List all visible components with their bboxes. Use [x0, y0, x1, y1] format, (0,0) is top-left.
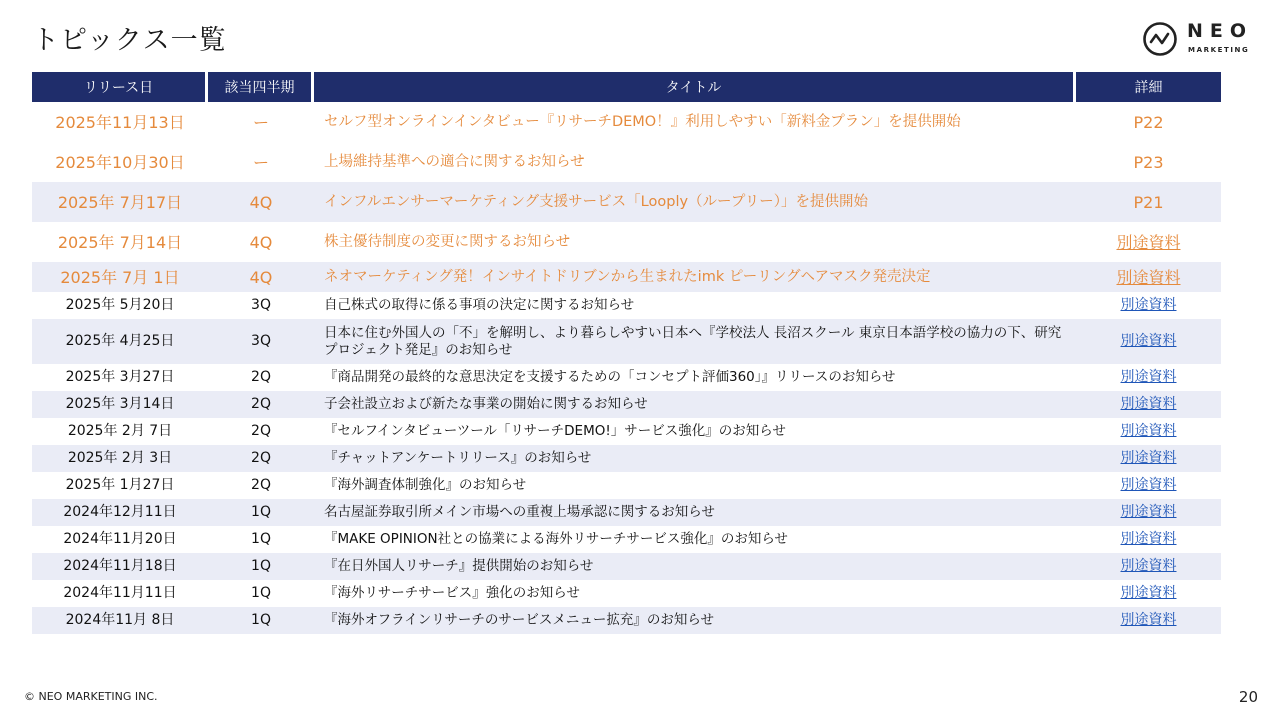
- table-row: [32, 580, 1221, 607]
- logo-mark-icon: [1142, 21, 1178, 57]
- release-date-cell: 2025年 7月 1日: [32, 262, 208, 292]
- release-date-cell: 2025年 7月17日: [32, 182, 208, 222]
- company-logo: [1142, 20, 1254, 60]
- detail-link[interactable]: 別途資料: [1120, 531, 1177, 547]
- release-date-cell: 2025年11月13日: [55, 112, 185, 132]
- detail-cell: [1076, 262, 1221, 292]
- table-header-row: [32, 72, 1221, 102]
- title-cell: 『在日外国人リサーチ』提供開始のお知らせ: [314, 553, 1076, 580]
- quarter-cell: 1Q: [208, 499, 314, 526]
- quarter-cell: 1Q: [251, 531, 271, 547]
- release-date-cell: 2024年11月11日: [63, 585, 177, 601]
- detail-link[interactable]: 別途資料: [1116, 232, 1181, 252]
- header-title: タイトル: [314, 72, 1076, 102]
- detail-cell: [1076, 607, 1221, 634]
- quarter-cell: 2Q: [251, 369, 271, 385]
- table-row: [32, 292, 1221, 319]
- quarter-cell: 3Q: [208, 319, 314, 364]
- release-date-cell: 2025年 5月20日: [65, 297, 175, 313]
- quarter-cell: 1Q: [208, 553, 314, 580]
- table-row: [32, 553, 1221, 580]
- title-cell: 『海外リサーチサービス』強化のお知らせ: [324, 585, 580, 601]
- table-row: [32, 445, 1221, 472]
- title-cell: 子会社設立および新たな事業の開始に関するお知らせ: [314, 391, 1076, 418]
- release-date-cell: 2024年11月20日: [63, 531, 177, 547]
- detail-cell: [1076, 364, 1221, 391]
- release-date-cell: 2025年 1月27日: [65, 477, 175, 493]
- detail-link[interactable]: 別途資料: [1120, 504, 1177, 520]
- quarter-cell: 2Q: [251, 423, 271, 439]
- release-date-cell: 2024年11月 8日: [32, 607, 208, 634]
- header-release-date: リリース日: [32, 72, 208, 102]
- release-date-cell: 2025年 3月14日: [32, 391, 208, 418]
- title-cell: インフルエンサーマーケティング支援サービス「Looply（ループリー）」を提供開始: [314, 182, 1076, 222]
- header-quarter: 該当四半期: [208, 72, 314, 102]
- quarter-cell: ー: [252, 112, 269, 132]
- detail-link[interactable]: 別途資料: [1120, 558, 1177, 574]
- title-cell: 株主優待制度の変更に関するお知らせ: [324, 233, 571, 250]
- detail-cell: [1076, 292, 1221, 319]
- table-row: [32, 142, 1221, 182]
- table-row: [32, 607, 1221, 634]
- quarter-cell: 4Q: [249, 232, 273, 252]
- detail-link[interactable]: 別途資料: [1120, 612, 1177, 628]
- table-row: [32, 182, 1221, 222]
- page-number: 20: [1238, 688, 1258, 706]
- title-cell: 『MAKE OPINION社との協業による海外リサーチサービス強化』のお知らせ: [324, 531, 788, 547]
- detail-cell: [1076, 526, 1221, 553]
- title-cell: 『海外調査体制強化』のお知らせ: [324, 477, 527, 493]
- release-date-cell: 2024年12月11日: [32, 499, 208, 526]
- title-cell: 『海外オフラインリサーチのサービスメニュー拡充』のお知らせ: [314, 607, 1076, 634]
- quarter-cell: ー: [252, 152, 269, 172]
- page-title: トピックス一覧: [32, 25, 227, 56]
- release-date-cell: 2025年 4月25日: [32, 319, 208, 364]
- table-row: [32, 499, 1221, 526]
- release-date-cell: 2025年10月30日: [55, 152, 185, 172]
- table-row: [32, 472, 1221, 499]
- detail-cell: P23: [1133, 152, 1164, 172]
- detail-cell: P21: [1076, 182, 1221, 222]
- detail-cell: [1076, 472, 1221, 499]
- detail-link[interactable]: 別途資料: [1120, 333, 1177, 349]
- quarter-cell: 4Q: [208, 262, 314, 292]
- release-date-cell: 2025年 3月27日: [65, 369, 175, 385]
- table-row: [32, 418, 1221, 445]
- copyright: © NEO MARKETING INC.: [24, 690, 158, 703]
- title-cell: 『チャットアンケートリリース』のお知らせ: [314, 445, 1076, 472]
- quarter-cell: 4Q: [208, 182, 314, 222]
- title-cell: 『商品開発の最終的な意思決定を支援するための「コンセプト評価360」』リリースのお知らせ: [324, 369, 896, 385]
- release-date-cell: 2025年 2月 7日: [67, 423, 173, 439]
- detail-link[interactable]: 別途資料: [1120, 450, 1177, 466]
- release-date-cell: 2025年 7月14日: [57, 232, 183, 252]
- release-date-cell: 2025年 2月 3日: [32, 445, 208, 472]
- detail-cell: [1076, 391, 1221, 418]
- detail-cell: P22: [1133, 112, 1164, 132]
- title-cell: 自己株式の取得に係る事項の決定に関するお知らせ: [324, 297, 635, 313]
- title-cell: ネオマーケティング発！インサイトドリブンから生まれたimk ピーリングヘアマスク発売決定: [314, 262, 1076, 292]
- table-row: [32, 222, 1221, 262]
- detail-cell: [1076, 580, 1221, 607]
- detail-link[interactable]: 別途資料: [1120, 396, 1177, 412]
- quarter-cell: 1Q: [208, 607, 314, 634]
- title-cell: 『セルフインタビューツール「リサーチDEMO!」サービス強化』のお知らせ: [324, 423, 786, 439]
- detail-cell: [1076, 445, 1221, 472]
- quarter-cell: 3Q: [251, 297, 271, 313]
- detail-cell: [1076, 222, 1221, 262]
- detail-link[interactable]: 別途資料: [1120, 585, 1177, 601]
- detail-link[interactable]: 別途資料: [1120, 477, 1177, 493]
- title-cell: セルフ型オンラインインタビュー『リサーチDEMO！』利用しやすい「新料金プラン」を提供開始: [324, 113, 961, 130]
- quarter-cell: 1Q: [251, 585, 271, 601]
- detail-cell: [1076, 418, 1221, 445]
- quarter-cell: 2Q: [208, 391, 314, 418]
- title-cell: 日本に住む外国人の「不」を解明し、より暮らしやすい日本へ『学校法人 長沼スクール 東京日本語学校の協力の下、研究プロジェクト発足』のお知らせ: [314, 319, 1076, 364]
- detail-link[interactable]: 別途資料: [1120, 423, 1177, 439]
- title-cell: 上場維持基準への適合に関するお知らせ: [324, 153, 585, 170]
- detail-link[interactable]: 別途資料: [1116, 267, 1181, 287]
- detail-cell: [1076, 319, 1221, 364]
- table-row: [32, 102, 1221, 142]
- logo-subword: MARKETING: [1188, 46, 1250, 54]
- detail-cell: [1076, 553, 1221, 580]
- release-date-cell: 2024年11月18日: [32, 553, 208, 580]
- detail-link[interactable]: 別途資料: [1120, 297, 1177, 313]
- header-detail: 詳細: [1076, 72, 1221, 102]
- quarter-cell: 2Q: [208, 445, 314, 472]
- table-row: [32, 526, 1221, 553]
- table-row: [32, 391, 1221, 418]
- detail-cell: [1076, 499, 1221, 526]
- table-row: [32, 364, 1221, 391]
- table-row: [32, 319, 1221, 364]
- table-row: [32, 262, 1221, 292]
- quarter-cell: 2Q: [251, 477, 271, 493]
- topics-table: [32, 72, 1221, 634]
- title-cell: 名古屋証券取引所メイン市場への重複上場承認に関するお知らせ: [314, 499, 1076, 526]
- detail-link[interactable]: 別途資料: [1120, 369, 1177, 385]
- logo-word: NEO: [1187, 20, 1254, 42]
